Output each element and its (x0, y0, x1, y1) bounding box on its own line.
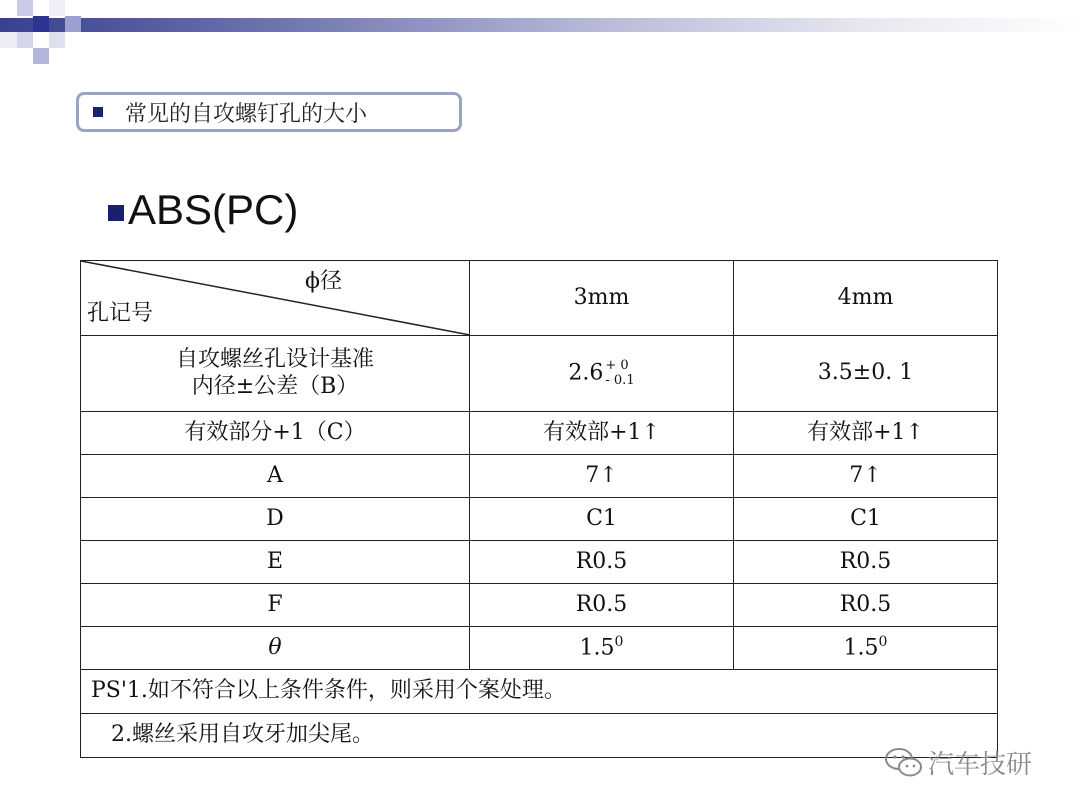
decor-square (65, 16, 81, 32)
angle-value: 1.5 (843, 635, 879, 661)
column-header-4mm: 4mm (734, 261, 998, 336)
screw-hole-spec-table (80, 260, 998, 758)
cell-3mm: C1 (470, 498, 734, 541)
section-title-text: ABS(PC) (128, 186, 299, 233)
table-note-row (81, 670, 998, 714)
cell-3mm: 7↑ (470, 455, 734, 498)
table-row (81, 627, 998, 670)
base-value: 2.6 (568, 360, 604, 386)
cell-3mm: R0.5 (470, 584, 734, 627)
table-row (81, 541, 998, 584)
column-header-3mm: 3mm (470, 261, 734, 336)
decor-square (33, 16, 49, 32)
table-header-row (81, 261, 998, 336)
cell-4mm: R0.5 (734, 584, 998, 627)
decor-square (49, 32, 65, 48)
section-title (108, 186, 298, 234)
cell-3mm: 有效部+1↑ (470, 412, 734, 455)
decor-square (0, 32, 17, 48)
slide-heading-text: 常见的自攻螺钉孔的大小 (125, 101, 368, 127)
row-label-base (81, 336, 470, 412)
diameter-label: ϕ径 (305, 269, 342, 294)
cell-4mm: C1 (734, 498, 998, 541)
table-row (81, 336, 998, 412)
row-label: F (81, 584, 470, 627)
tolerance-upper: + 0 (605, 358, 629, 374)
bullet-square-icon (108, 205, 124, 221)
decor-square (33, 48, 49, 64)
angle-sup: 0 (878, 634, 888, 651)
row-label: A (81, 455, 470, 498)
cell-base-3mm (470, 336, 734, 412)
tolerance (605, 359, 634, 388)
note-2: 2.螺丝采用自攻牙加尖尾。 (81, 714, 998, 758)
table-row (81, 412, 998, 455)
decor-square (17, 0, 33, 16)
cell-3mm: R0.5 (470, 541, 734, 584)
cell-4mm: 7↑ (734, 455, 998, 498)
bullet-square-icon (93, 107, 103, 117)
row-label: D (81, 498, 470, 541)
cell-4mm (734, 627, 998, 670)
note-1: PS'1.如不符合以上条件条件，则采用个案处理。 (81, 670, 998, 714)
cell-3mm (470, 627, 734, 670)
row-label: 有效部分+1（C） (81, 412, 470, 455)
wechat-icon (884, 746, 924, 780)
angle-sup: 0 (614, 634, 624, 651)
watermark (884, 744, 1032, 781)
row-label: E (81, 541, 470, 584)
row-label-line: 内径±公差（B） (191, 373, 359, 399)
table-row (81, 498, 998, 541)
row-label-theta: θ (81, 627, 470, 670)
watermark-text: 汽车技研 (928, 750, 1033, 780)
angle-value: 1.5 (579, 635, 615, 661)
table-note-row (81, 714, 998, 758)
diagonal-header-cell (81, 261, 470, 336)
header-gradient-bar (0, 18, 1080, 32)
row-label-line: 自攻螺丝孔设计基准 (175, 347, 374, 373)
slide-heading (76, 92, 462, 132)
hole-label: 孔记号 (87, 301, 154, 326)
decor-square (17, 32, 33, 48)
tolerance-lower: - 0.1 (605, 372, 635, 388)
cell-4mm: R0.5 (734, 541, 998, 584)
cell-base-4mm: 3.5±0. 1 (734, 336, 998, 412)
decor-square (49, 0, 65, 16)
table-row (81, 584, 998, 627)
cell-4mm: 有效部+1↑ (734, 412, 998, 455)
table-row (81, 455, 998, 498)
